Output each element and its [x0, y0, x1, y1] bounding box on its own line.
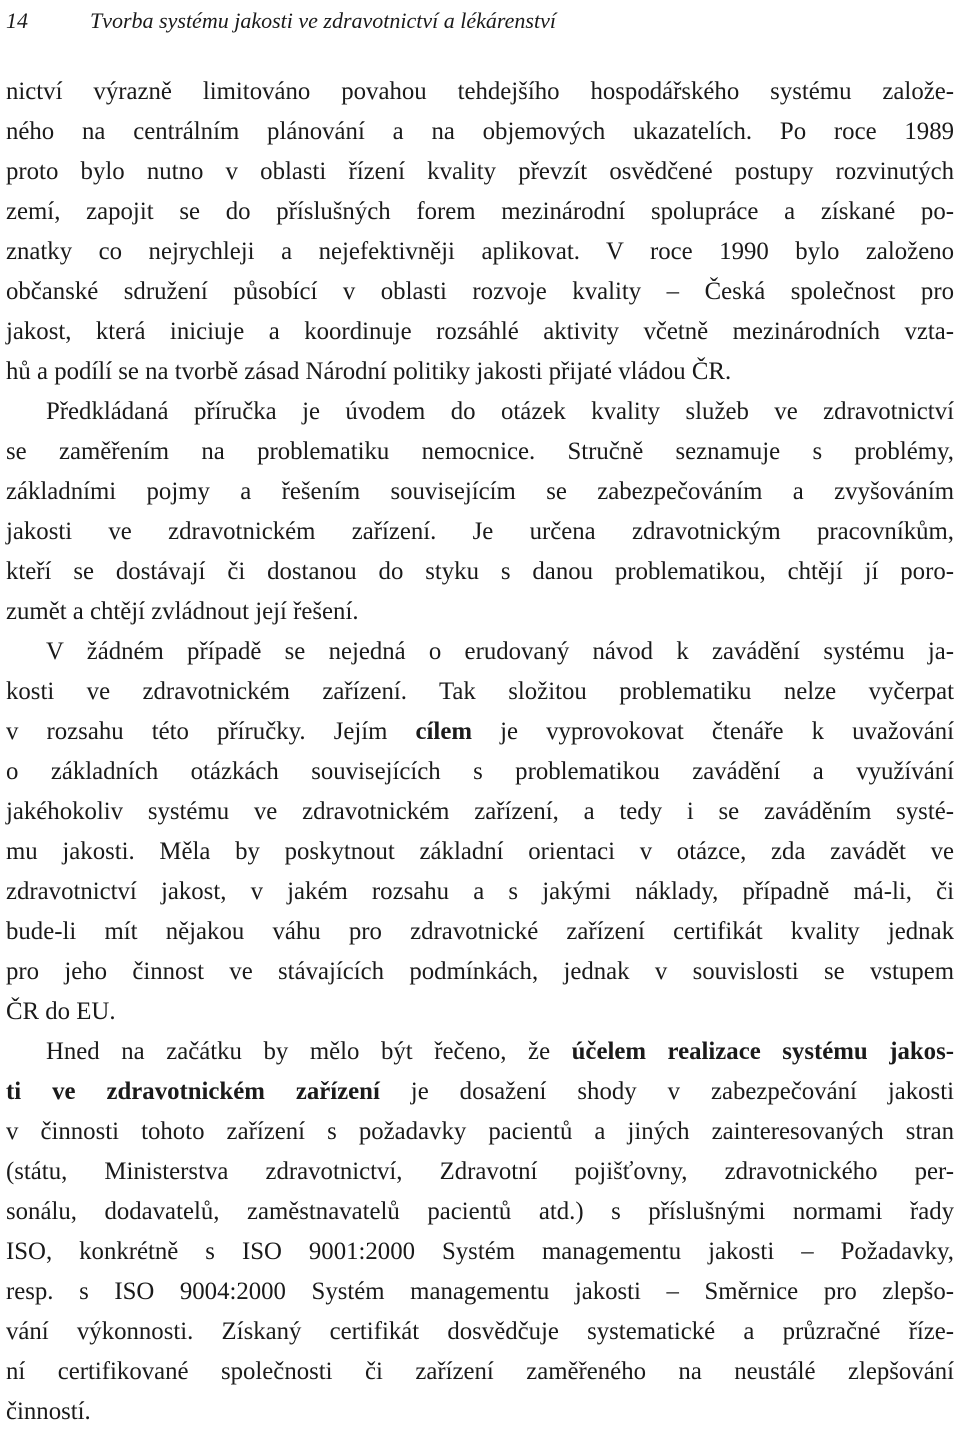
- text-segment: v činnosti tohoto zařízení s požadavky pacientů a jiných zainteresovaných stran: [6, 1118, 954, 1145]
- bold-term: ti ve zdravotnickém zařízení: [6, 1078, 380, 1105]
- text-segment: je vyprovokovat čtenáře k uvažování: [471, 718, 954, 745]
- text-line: [6, 72, 954, 112]
- text-line: [6, 512, 954, 552]
- text-segment: mu jakosti. Měla by poskytnout základní orientaci v otázce, zda zavádět ve: [6, 838, 954, 865]
- text-line: [6, 1192, 954, 1232]
- text-line: [6, 1152, 954, 1192]
- text-segment: občanské sdružení působící v oblasti rozvoje kvality – Česká společnost pro: [6, 278, 954, 305]
- text-segment: zumět a chtějí zvládnout její řešení.: [6, 598, 359, 625]
- text-line: [6, 152, 954, 192]
- text-segment: sonálu, dodavatelů, zaměstnavatelů pacientů atd.) s příslušnými normami řady: [6, 1198, 954, 1225]
- text-segment: kteří se dostávají či dostanou do styku s danou problematikou, chtějí jí poro-: [6, 558, 954, 585]
- text-line: [6, 832, 954, 872]
- text-line: [6, 272, 954, 312]
- text-segment: v rozsahu této příručky. Jejím: [6, 718, 416, 745]
- text-line: [6, 1072, 954, 1112]
- text-segment: V žádném případě se nejedná o erudovaný návod k zavádění systému ja-: [46, 638, 954, 665]
- page-number: 14: [6, 8, 28, 33]
- text-line: [6, 1032, 954, 1072]
- text-line: [6, 232, 954, 272]
- text-line: [6, 592, 954, 632]
- text-line: [6, 1352, 954, 1392]
- text-segment: ní certifikované společnosti či zařízení zaměřeného na neustálé zlepšování: [6, 1358, 954, 1385]
- text-segment: pro jeho činnost ve stávajících podmínkách, jednak v souvislosti se vstupem: [6, 958, 954, 985]
- text-line: [6, 192, 954, 232]
- text-segment: jakost, která iniciuje a koordinuje rozsáhlé aktivity včetně mezinárodních vzta-: [6, 318, 954, 345]
- text-line: [6, 792, 954, 832]
- text-segment: jakosti ve zdravotnickém zařízení. Je určena zdravotnickým pracovníkům,: [6, 518, 954, 545]
- bold-term: účelem realizace systému jakos-: [571, 1038, 954, 1065]
- text-line: [6, 952, 954, 992]
- text-line: [6, 632, 954, 672]
- text-segment: zemí, zapojit se do příslušných forem mezinárodní spolupráce a získané po-: [6, 198, 954, 225]
- text-segment: kosti ve zdravotnickém zařízení. Tak složitou problematiku nelze vyčerpat: [6, 678, 954, 705]
- text-line: [6, 872, 954, 912]
- text-line: [6, 1232, 954, 1272]
- text-line: [6, 432, 954, 472]
- text-line: [6, 1272, 954, 1312]
- text-line: [6, 1392, 954, 1432]
- text-line: [6, 672, 954, 712]
- text-segment: hů a podílí se na tvorbě zásad Národní politiky jakosti přijaté vládou ČR.: [6, 358, 732, 385]
- body-text: [6, 72, 954, 1432]
- text-segment: o základních otázkách souvisejících s problematikou zavádění a využívání: [6, 758, 954, 785]
- text-segment: (státu, Ministerstva zdravotnictví, Zdravotní pojišťovny, zdravotnického per-: [6, 1158, 954, 1185]
- text-segment: znatky co nejrychleji a nejefektivněji aplikovat. V roce 1990 bylo založeno: [6, 238, 954, 265]
- text-line: [6, 1312, 954, 1352]
- text-segment: Předkládaná příručka je úvodem do otázek kvality služeb ve zdravotnictví: [46, 398, 954, 425]
- text-segment: ISO, konkrétně s ISO 9001:2000 Systém managementu jakosti – Požadavky,: [6, 1238, 954, 1265]
- text-segment: bude-li mít nějakou váhu pro zdravotnické zařízení certifikát kvality jednak: [6, 918, 954, 945]
- text-segment: se zaměřením na problematiku nemocnice. Stručně seznamuje s problémy,: [6, 438, 954, 465]
- text-line: [6, 752, 954, 792]
- text-segment: činností.: [6, 1398, 91, 1425]
- text-line: [6, 312, 954, 352]
- text-segment: ného na centrálním plánování a na objemových ukazatelích. Po roce 1989: [6, 118, 954, 145]
- text-segment: resp. s ISO 9004:2000 Systém managementu jakosti – Směrnice pro zlepšo-: [6, 1278, 954, 1305]
- text-line: [6, 1112, 954, 1152]
- text-line: [6, 472, 954, 512]
- text-line: [6, 392, 954, 432]
- text-line: [6, 112, 954, 152]
- text-segment: je dosažení shody v zabezpečování jakosti: [379, 1078, 954, 1105]
- text-segment: zdravotnictví jakost, v jakém rozsahu a s jakými náklady, případně má-li, či: [6, 878, 954, 905]
- text-line: [6, 912, 954, 952]
- running-header: [6, 8, 954, 33]
- bold-term: cílem: [415, 718, 472, 745]
- text-segment: Hned na začátku by mělo být řečeno, že: [46, 1038, 572, 1065]
- text-segment: vání výkonnosti. Získaný certifikát dosvědčuje systematické a průzračné říze-: [6, 1318, 954, 1345]
- running-title: Tvorba systému jakosti ve zdravotnictví a lékárenství: [90, 8, 556, 33]
- text-line: [6, 712, 954, 752]
- text-segment: ČR do EU.: [6, 998, 116, 1025]
- text-segment: základními pojmy a řešením souvisejícím se zabezpečováním a zvyšováním: [6, 478, 954, 505]
- text-segment: nictví výrazně limitováno povahou tehdejšího hospodářského systému založe-: [6, 78, 954, 105]
- text-line: [6, 352, 954, 392]
- text-segment: jakéhokoliv systému ve zdravotnickém zařízení, a tedy i se zaváděním systé-: [6, 798, 954, 825]
- text-line: [6, 992, 954, 1032]
- text-line: [6, 552, 954, 592]
- text-segment: proto bylo nutno v oblasti řízení kvality převzít osvědčené postupy rozvinutých: [6, 158, 954, 185]
